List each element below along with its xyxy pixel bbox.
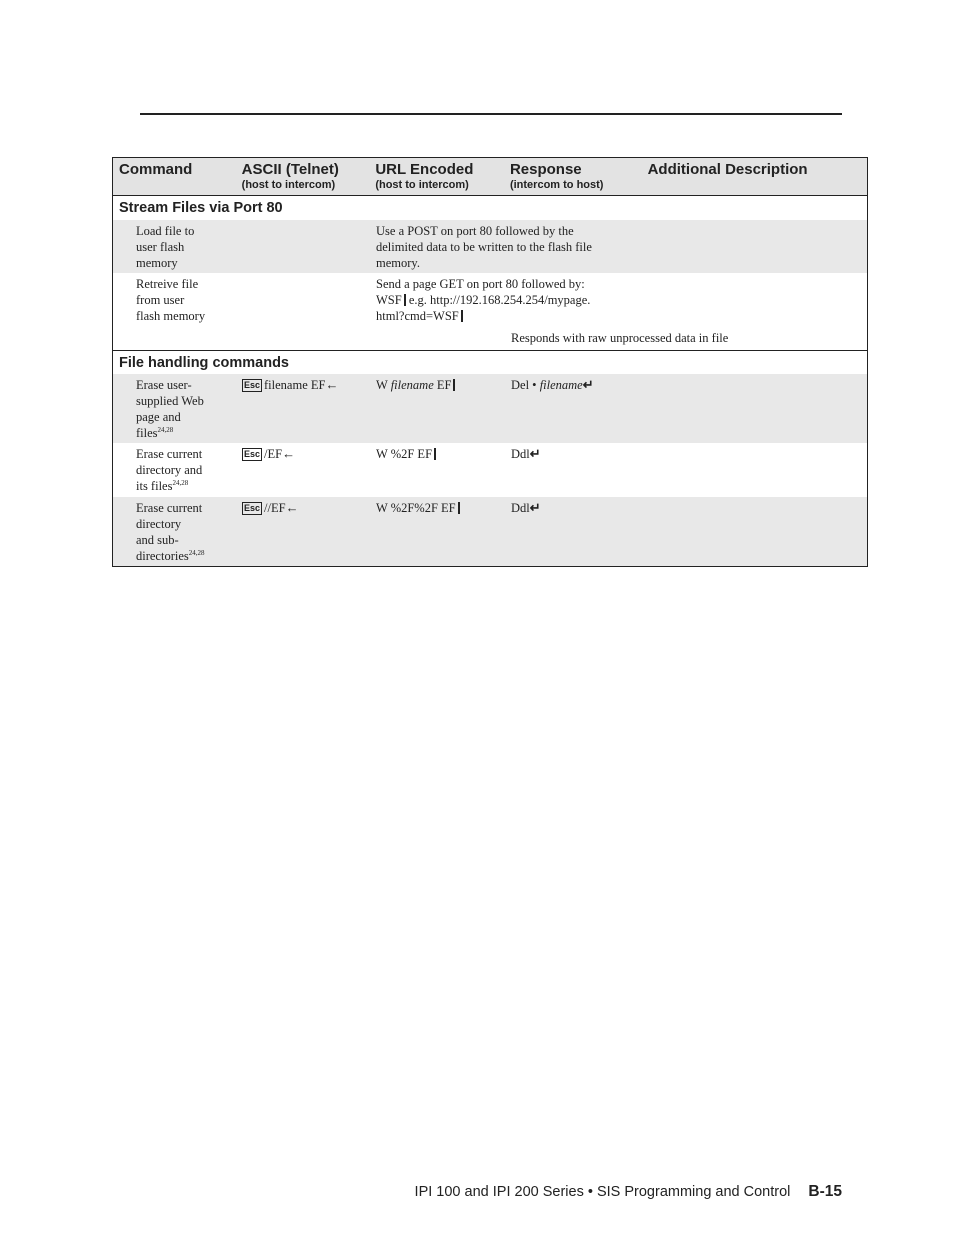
row-url: W %2F%2F EF xyxy=(376,501,456,515)
row-url-line: Send a page GET on port 80 followed by: xyxy=(376,277,585,291)
header-url: URL Encoded xyxy=(375,161,474,178)
left-arrow-icon: ← xyxy=(285,500,299,515)
return-arrow-icon: ↵ xyxy=(529,446,541,461)
row-command-line: from user xyxy=(136,293,185,307)
row-url-example: e.g. http://192.168.254.254/mypage. xyxy=(408,293,591,307)
esc-key-icon: Esc xyxy=(244,503,261,513)
esc-key-icon: Esc xyxy=(244,380,261,390)
row-url-line: memory. xyxy=(376,256,420,270)
header-response: Response xyxy=(509,161,582,178)
row-response: Responds with raw unprocessed data in file xyxy=(511,331,729,345)
row-url-italic: filename xyxy=(390,378,434,392)
return-arrow-icon: ↵ xyxy=(529,500,541,515)
esc-key-icon: Esc xyxy=(244,449,261,459)
row-url-wsf: WSF xyxy=(376,293,402,307)
row-url-line: delimited data to be written to the flash file xyxy=(376,240,592,254)
row-command-line: user flash xyxy=(136,240,185,254)
row-command-line: directory and xyxy=(136,463,203,477)
row-command-line: memory xyxy=(136,256,178,270)
delimiter-bar-icon xyxy=(453,379,455,391)
row-response-prefix: Del • xyxy=(511,378,540,392)
row-url-prefix: W xyxy=(376,378,391,392)
row-command-line: page and xyxy=(136,410,181,424)
left-arrow-icon: ← xyxy=(282,446,296,461)
table-header xyxy=(113,158,867,196)
row-ascii: /EF xyxy=(264,447,283,461)
row-response: Ddl xyxy=(511,447,530,461)
row-command-line: Erase current xyxy=(136,501,203,515)
table-row xyxy=(113,443,867,497)
row-url-suffix: EF xyxy=(433,378,452,392)
page-footer xyxy=(300,1183,842,1201)
row-ascii: filename EF xyxy=(264,378,326,392)
table-row xyxy=(113,220,867,273)
return-arrow-icon: ↵ xyxy=(582,377,594,392)
footnote-ref: 24,28 xyxy=(172,478,189,487)
row-command-line: Erase current xyxy=(136,447,203,461)
row-command-line: directory xyxy=(136,517,182,531)
row-command-line: directories xyxy=(136,549,189,563)
row-command-line: flash memory xyxy=(136,309,206,323)
row-command-line: supplied Web xyxy=(136,394,204,408)
top-rule xyxy=(140,113,842,115)
row-url: W %2F EF xyxy=(376,447,433,461)
footnote-ref: 24,28 xyxy=(188,548,205,557)
row-url-line: Use a POST on port 80 followed by the xyxy=(376,224,574,238)
table-row xyxy=(113,273,867,350)
delimiter-bar-icon xyxy=(458,502,460,514)
row-command-line: Load file to xyxy=(136,224,195,238)
row-response: Ddl xyxy=(511,501,530,515)
row-command-line: Erase user- xyxy=(136,378,192,392)
table-row xyxy=(113,374,867,443)
row-response-italic: filename xyxy=(539,378,583,392)
footnote-ref: 24,28 xyxy=(157,425,174,434)
delimiter-bar-icon xyxy=(461,310,463,322)
header-ascii: ASCII (Telnet) xyxy=(241,161,339,178)
page-number: B-15 xyxy=(808,1183,842,1200)
row-url-line: html?cmd=WSF xyxy=(376,309,459,323)
section-stream-files: Stream Files via Port 80 xyxy=(113,196,867,220)
row-command-line: and sub- xyxy=(136,533,179,547)
left-arrow-icon: ← xyxy=(325,377,339,392)
row-command-line: Retreive file xyxy=(136,277,199,291)
header-command: Command xyxy=(119,161,193,178)
header-response-sub: (intercom to host) xyxy=(509,179,604,191)
header-url-sub: (host to intercom) xyxy=(375,179,469,191)
section-file-handling: File handling commands xyxy=(113,350,867,374)
delimiter-bar-icon xyxy=(404,294,406,306)
footer-title: IPI 100 and IPI 200 Series • SIS Programming and Control xyxy=(414,1184,791,1200)
header-description: Additional Description xyxy=(647,161,808,178)
header-ascii-sub: (host to intercom) xyxy=(241,179,336,191)
table-row xyxy=(113,497,867,566)
row-command-line: files xyxy=(136,426,158,440)
command-table xyxy=(112,157,868,567)
row-command-line: its files xyxy=(136,479,173,493)
delimiter-bar-icon xyxy=(434,448,436,460)
row-ascii: //EF xyxy=(264,501,286,515)
